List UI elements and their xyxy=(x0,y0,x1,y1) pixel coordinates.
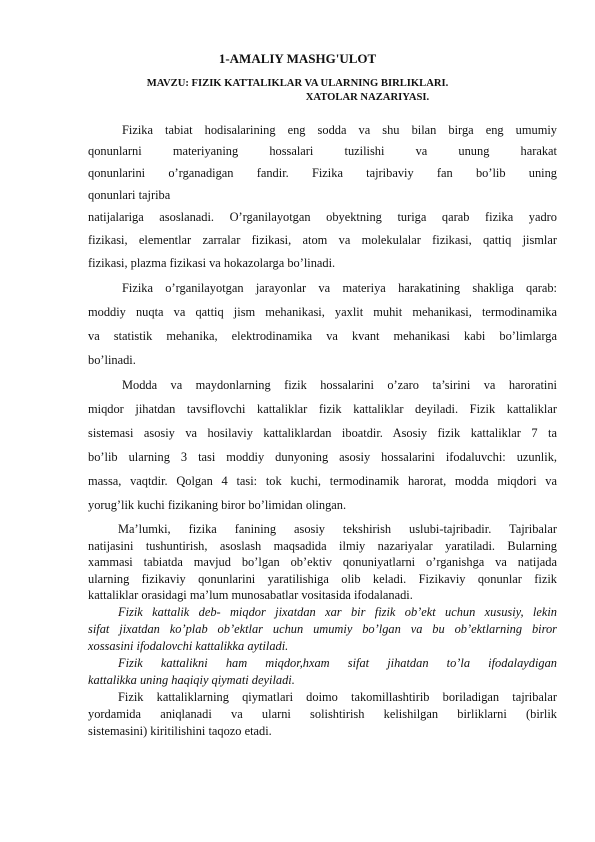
subtitle-line-1: MAVZU: FIZIK KATTALIKLAR VA ULARNING BIRLIKLARI. xyxy=(146,78,449,89)
definition-1-line-2: sifat jixatdan ko’plab ob’ektlar uchun umumiy bo’lgan va bu ob’ektlarning biror xyxy=(88,622,557,636)
paragraph-7-line-3: sistemasini) kiritilishini taqozo etadi. xyxy=(88,724,272,738)
paragraph-7-line-1: Fizik kattaliklarning qiymatlari doimo takomillashtirib boriladigan tajribalar xyxy=(118,690,557,704)
paragraph-3-line-4: bo’lib ularning 3 tasi moddiy dunyoning asosiy hossalarini ifodaluvchi: uzunlik, xyxy=(88,450,557,464)
definition-2-line-2: kattalikka uning haqiqiy qiymati deyiladi. xyxy=(88,673,295,687)
paragraph-3-line-1: Modda va maydonlarning fizik hossalarini o’zaro ta’sirini va haroratini xyxy=(122,378,557,392)
paragraph-3-line-3: sistemasi asosiy va hosilaviy kattaliklardan iboatdir. Asosiy fizik kattaliklar 7 ta xyxy=(88,426,557,440)
definition-1-line-3: xossasini ifodalovchi kattalikka aytiladi. xyxy=(88,639,289,653)
paragraph-1-line-1: Fizika tabiat hodisalarining eng sodda va shu bilan birga eng umumiy xyxy=(122,123,557,137)
paragraph-1-line-6: fizikasi, elementlar zarralar fizikasi, atom va molekulalar fizikasi, qattiq jismlar xyxy=(88,233,557,247)
paragraph-3-line-6: yorug’lik kuchi fizikaning biror bo’limidan olingan. xyxy=(88,498,347,512)
paragraph-1-line-5: natijalariga asoslanadi. O’rganilayotgan obyektning turiga qarab fizika yadro xyxy=(88,210,557,224)
paragraph-4-line-5: kattaliklar orasidagi ma’lum munosabatlar vositasida ifodalanadi. xyxy=(88,588,413,602)
paragraph-4-line-3: xammasi tabiatda mavjud bo’lgan ob’ektiv qonuniyatlarni o’rganishga va natijada xyxy=(88,555,557,569)
paragraph-7-line-2: yordamida aniqlanadi va ularni solishtirish kelishilgan birliklarni (birlik xyxy=(88,707,557,721)
paragraph-1-line-3: qonunlarini o’rganadigan fandir. Fizika tajribaviy fan bo’lib uning xyxy=(88,166,557,180)
definition-2-line-1: Fizik kattalikni ham miqdor,hxam sifat jihatdan to’la ifodalaydigan xyxy=(118,656,557,670)
paragraph-1-line-4: qonunlari tajriba xyxy=(88,188,171,202)
paragraph-2-line-3: va statistik mehanika, elektrodinamika va kvant mehanikasi kabi bo’limlarga xyxy=(88,329,557,343)
paragraph-3-line-2: miqdor jihatdan tavsiflovchi kattaliklar fizik kattaliklar deyiladi. Fizik kattaliklar xyxy=(88,402,557,416)
page-title: 1-AMALIY MASHG'ULOT xyxy=(218,51,377,66)
paragraph-2-line-4: bo’linadi. xyxy=(88,353,136,367)
definition-1-line-1: Fizik kattalik deb- miqdor jixatdan xar bir fizik ob’ekt uchun xususiy, lekin xyxy=(118,605,557,619)
paragraph-2-line-2: moddiy nuqta va qattiq jism mehanikasi, yaxlit muhit mehanikasi, termodinamika xyxy=(88,305,557,319)
paragraph-4-line-4: ularning fizikaviy qonunlarini yaratilishiga olib keladi. Fizikaviy qonunlar fizik xyxy=(88,572,557,586)
paragraph-4-line-1: Ma’lumki, fizika fanining asosiy tekshirish uslubi-tajribadir. Tajribalar xyxy=(118,522,557,536)
paragraph-2-line-1: Fizika o’rganilayotgan jarayonlar va materiya harakatining shakliga qarab: xyxy=(122,281,557,295)
paragraph-3-line-5: massa, vaqtdir. Qolgan 4 tasi: tok kuchi, termodinamik harorat, modda miqdori va xyxy=(88,474,557,488)
paragraph-4-line-2: natijasini tushuntirish, asoslash maqsadida ilmiy nazariyalar yaratiladi. Bularning xyxy=(88,539,557,553)
subtitle-line-2: XATOLAR NAZARIYASI. xyxy=(305,92,430,103)
paragraph-1-line-2: qonunlarni materiyaning hossalari tuzilishi va unung harakat xyxy=(88,144,557,158)
paragraph-1-line-7: fizikasi, plazma fizikasi va hokazolarga bo’linadi. xyxy=(88,256,336,270)
